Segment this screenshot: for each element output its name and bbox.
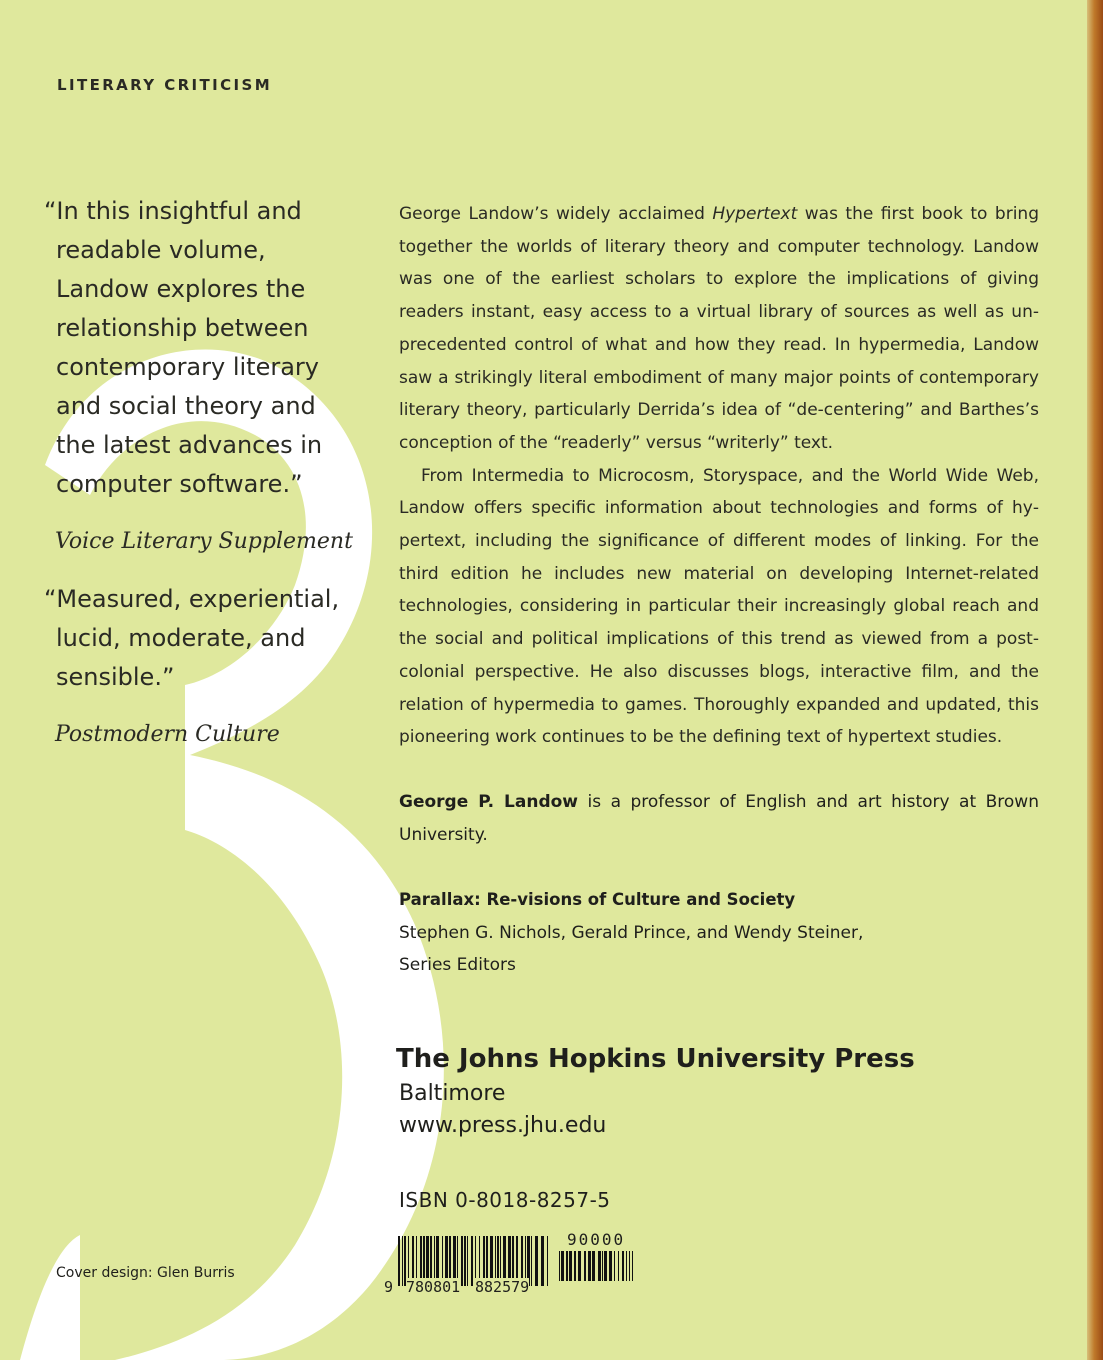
barcode-price-addon bbox=[559, 1251, 633, 1281]
barcode-bar bbox=[632, 1251, 633, 1281]
barcode-bar bbox=[561, 1251, 564, 1281]
barcode-bar bbox=[535, 1236, 538, 1286]
series-editors: Stephen G. Nichols, Gerald Prince, and Wendy Steiner, bbox=[399, 922, 864, 943]
barcode-bar bbox=[614, 1251, 615, 1281]
series-title: Parallax: Re-visions of Culture and Society bbox=[399, 890, 796, 909]
author-bio bbox=[399, 786, 1039, 851]
quote-text: “In this insightful and readable volume, Landow explores the relationship between contemporary literary and social theory and the latest advances in computer software.” bbox=[44, 197, 323, 498]
barcode-bar bbox=[592, 1251, 595, 1281]
publisher-url[interactable]: www.press.jhu.edu bbox=[399, 1113, 607, 1138]
barcode-bar bbox=[398, 1236, 400, 1286]
description-paragraph-2: From Intermedia to Microcosm, Storyspace, and the World Wide Web, Landow offers specific information about technologies and forms of hypertext, including the significance of different modes of linking. For the third edition he includes new material on developing Internet-related technologies, considering in particular their increasingly global reach and the social and political implications of this trend as viewed from a postcolonial perspective. He also discusses blogs, interactive film, and the relation of hypermedia to games. Thoroughly expanded and updated, this pioneering work continues to be the defining text of hypertext studies. bbox=[399, 465, 1039, 748]
cover-design-credit: Cover design: Glen Burris bbox=[56, 1265, 235, 1281]
spine-edge bbox=[1087, 0, 1103, 1360]
quote-text: “Measured, experiential, lucid, moderate, and sensible.” bbox=[44, 585, 340, 691]
author-name: George P. Landow bbox=[399, 792, 579, 812]
barcode-bar bbox=[609, 1251, 612, 1281]
barcode-bar bbox=[569, 1251, 572, 1281]
review-quote-1 bbox=[46, 192, 356, 561]
barcode-bar bbox=[461, 1236, 463, 1286]
barcode-bar bbox=[559, 1251, 560, 1281]
review-quote-2 bbox=[46, 580, 356, 754]
barcode-bar bbox=[584, 1251, 586, 1281]
book-description bbox=[399, 198, 1039, 754]
ean-group-1: 780801 bbox=[406, 1278, 461, 1296]
barcode-bar bbox=[626, 1251, 627, 1281]
barcode-bar bbox=[547, 1236, 548, 1286]
category-label: LITERARY CRITICISM bbox=[57, 76, 273, 94]
barcode-bar bbox=[578, 1251, 581, 1281]
barcode-bar bbox=[467, 1236, 468, 1286]
barcode-bar bbox=[471, 1236, 473, 1286]
barcode-bar bbox=[541, 1236, 544, 1286]
series-role: Series Editors bbox=[399, 955, 516, 976]
book-title-italic: Hypertext bbox=[712, 204, 798, 224]
ean-group-2: 882579 bbox=[475, 1278, 530, 1296]
barcode-bar bbox=[622, 1251, 624, 1281]
barcode-bar bbox=[566, 1251, 568, 1281]
publisher-city: Baltimore bbox=[399, 1081, 506, 1106]
ean-lead-digit: 9 bbox=[384, 1278, 394, 1296]
publisher-block bbox=[396, 1040, 915, 1142]
isbn: ISBN 0-8018-8257-5 bbox=[399, 1188, 611, 1212]
barcode-bar bbox=[629, 1251, 630, 1281]
description-paragraph-1: George Landow’s widely acclaimed Hypertext was the first book to bring together the worlds of literary theory and computer technology. Landow was one of the earliest scholars to explore the implications of giving readers instant, easy access to a virtual library of sources as well as unprecedented control of what and how they read. In hypermedia, Landow saw a strikingly literal embodiment of many major points of contemporary literary theory, particularly Derrida’s idea of “de-centering” and Barthes’s conception of the “readerly” versus “writerly” text. bbox=[399, 204, 1039, 453]
quote-source: Postmodern Culture bbox=[55, 722, 280, 747]
quote-source: Voice Literary Supplement bbox=[55, 529, 353, 554]
barcode-bar bbox=[588, 1251, 591, 1281]
barcode-bar bbox=[604, 1251, 607, 1281]
barcode-bar bbox=[598, 1251, 601, 1281]
barcode-bar bbox=[531, 1236, 532, 1286]
series-info bbox=[399, 884, 959, 982]
author-bio-text: is a professor of English and art history at Brown University. bbox=[399, 792, 1039, 845]
barcode-bar bbox=[574, 1251, 576, 1281]
barcode-bar bbox=[464, 1236, 466, 1286]
price-code: 90000 bbox=[567, 1230, 626, 1249]
barcode-bar bbox=[402, 1236, 403, 1286]
barcode-bar bbox=[602, 1251, 603, 1281]
barcode-bar bbox=[618, 1251, 619, 1281]
publisher-name: The Johns Hopkins University Press bbox=[396, 1044, 915, 1074]
